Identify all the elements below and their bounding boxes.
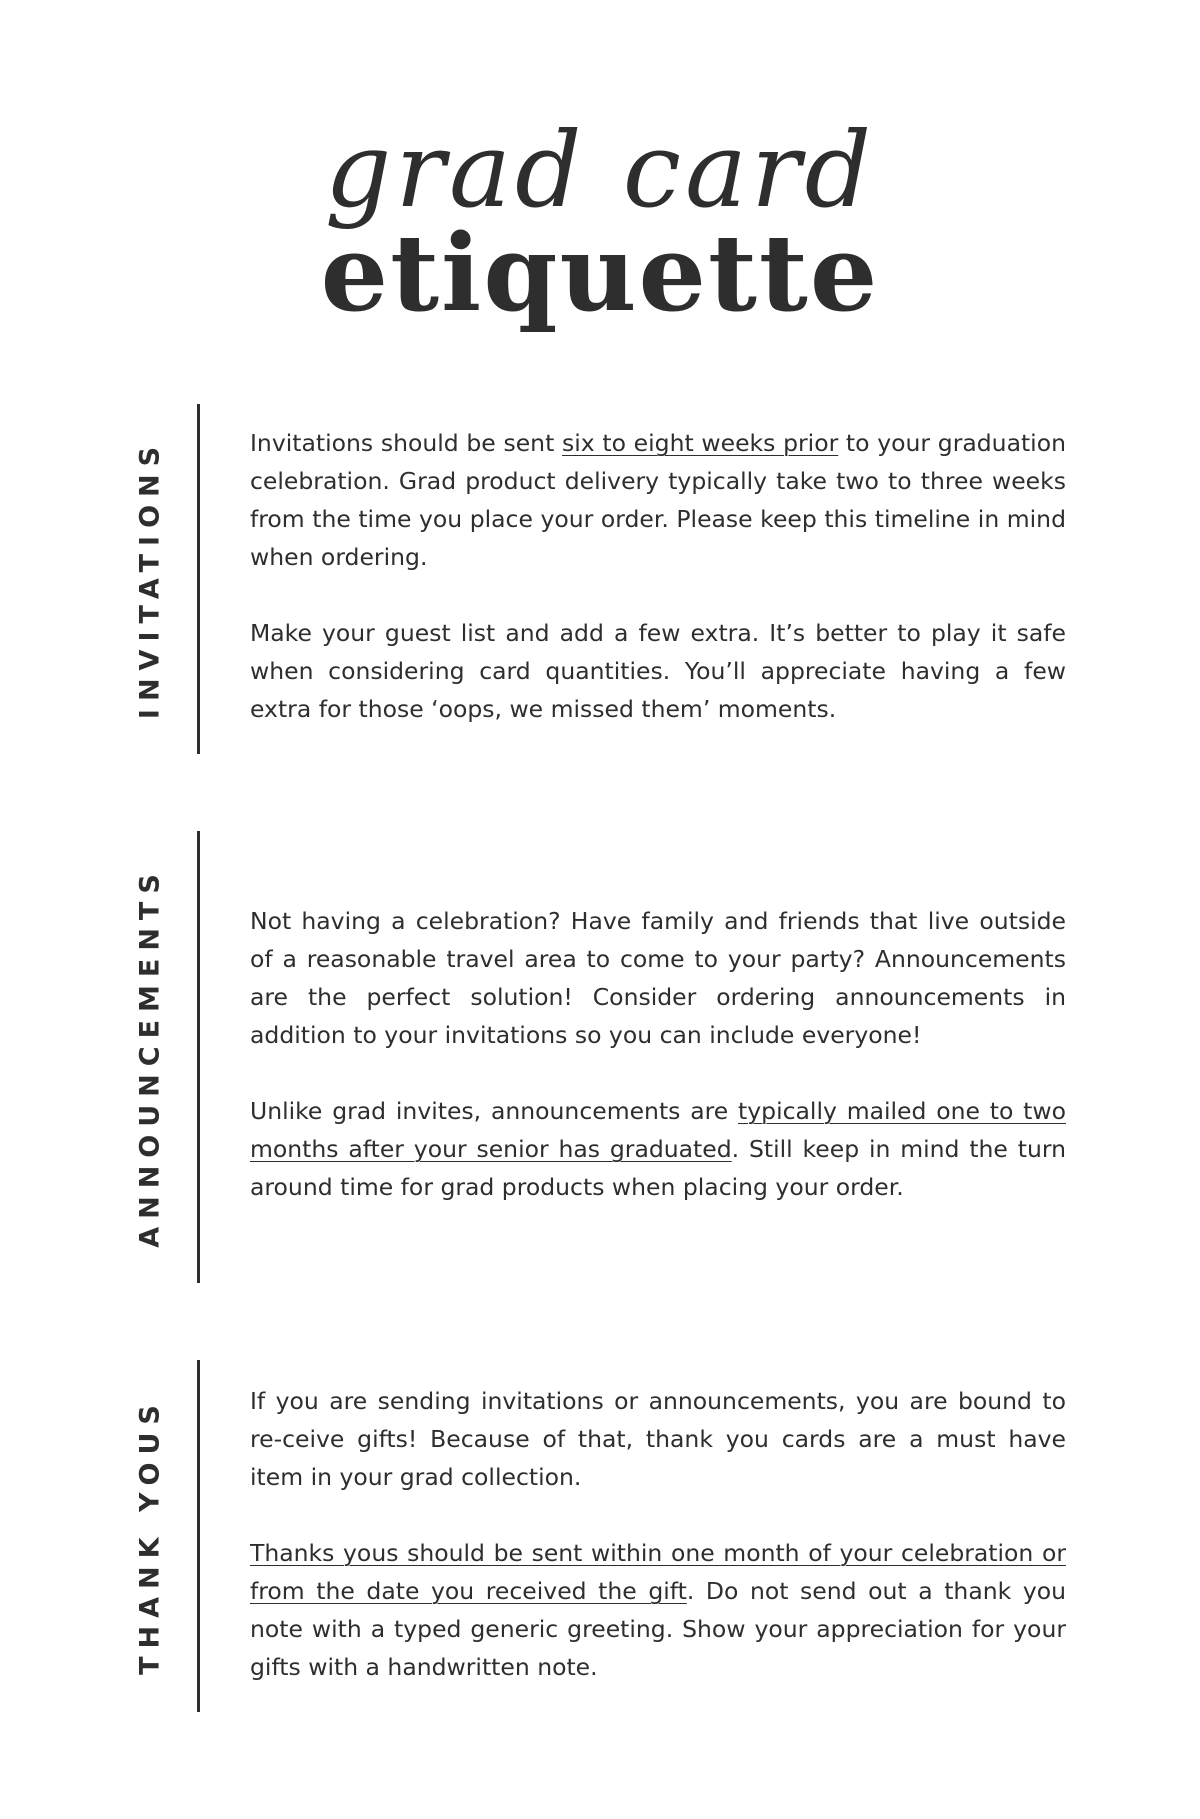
section-body <box>250 902 1066 1206</box>
section-divider-line <box>197 1360 200 1712</box>
paragraph: If you are sending invitations or announcements, you are bound to re-ceive gifts! Because of that, thank you cards are a must have item in your grad collection. <box>250 1387 1066 1491</box>
paragraph: Thanks yous should be sent within one month of your celebration or from the date you received the gift. Do not send out a thank you note with a typed generic greeting. Show your appreciation for your gifts with a handwritten note. <box>250 1539 1066 1681</box>
paragraph: Invitations should be sent six to eight weeks prior to your graduation celebration. Grad product delivery typically take two to three weeks from the time you place your order. Please keep this timeline in mind when ordering. <box>250 429 1066 571</box>
underlined-emphasis: Thanks yous should be sent within one month of your celebration or from the date you received the gift <box>250 1539 1066 1605</box>
paragraph: Make your guest list and add a few extra. It’s better to play it safe when considering card quantities. You’ll appreciate having a few extra for those ‘oops, we missed them’ moments. <box>250 619 1066 723</box>
section-divider-line <box>197 404 200 754</box>
section-divider-line <box>197 831 200 1283</box>
underlined-emphasis: typically mailed one to two months after your senior has graduated <box>250 1097 1066 1163</box>
page-title <box>0 109 1200 335</box>
section-body <box>250 1382 1066 1686</box>
section-label-thank-yous: THANK YOUS <box>134 1397 166 1675</box>
section-invitations <box>0 404 1200 754</box>
section-label-invitations: INVITATIONS <box>134 438 166 720</box>
section-thank-yous <box>0 1360 1200 1712</box>
underlined-emphasis: six to eight weeks prior <box>562 429 839 457</box>
section-announcements <box>0 831 1200 1283</box>
title-line-grad-card: grad card <box>324 109 876 231</box>
paragraph: Unlike grad invites, announcements are typically mailed one to two months after your senior has graduated. Still keep in mind the turn around time for grad products when placing your order. <box>250 1097 1066 1201</box>
section-label-announcements: ANNOUNCEMENTS <box>134 866 166 1248</box>
title-line-etiquette: etiquette <box>320 210 880 335</box>
section-body <box>250 424 1066 728</box>
paragraph: Not having a celebration? Have family and friends that live outside of a reasonable travel area to come to your party? Announcements are the perfect solution! Consider ordering announcements in addition to your invitations so you can include everyone! <box>250 907 1066 1049</box>
